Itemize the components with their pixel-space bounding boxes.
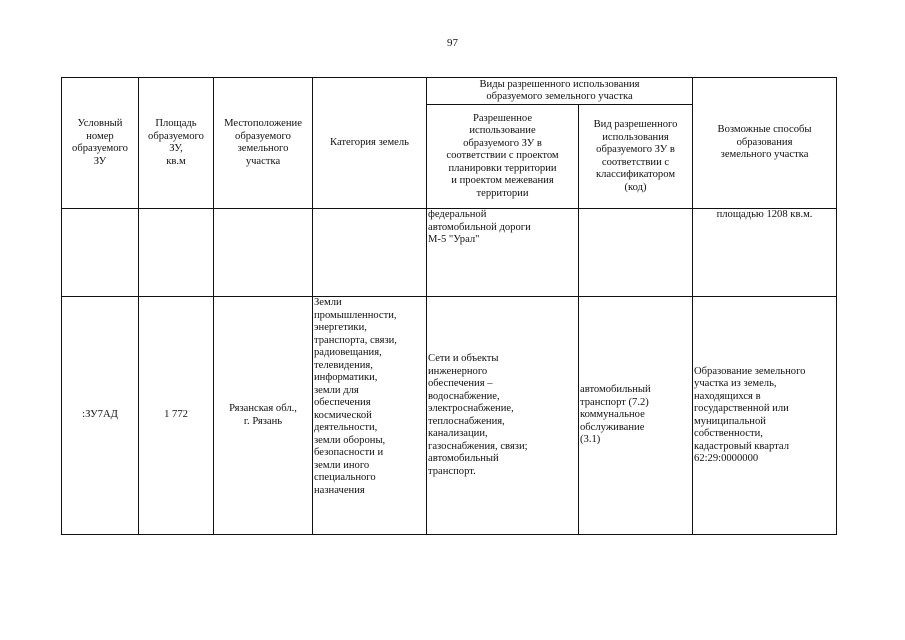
header-area: Площадь образуемого ЗУ, кв.м (139, 78, 214, 209)
land-plot-table (61, 77, 837, 535)
header-land-category: Категория земель (313, 78, 427, 209)
cell-location: Рязанская обл., г. Рязань (214, 297, 313, 535)
table-row (62, 297, 837, 535)
cont-cell-land-category (313, 209, 427, 297)
cell-permitted-use-classifier: автомобильный транспорт (7.2) коммунальное обслуживание (3.1) (579, 297, 693, 535)
header-permitted-use-group: Виды разрешенного использования образуемого земельного участка (427, 78, 693, 105)
header-permitted-use-classifier: Вид разрешенного использования образуемого ЗУ в соответствии с классификатором (код) (579, 105, 693, 209)
cell-permitted-use-project: Сети и объекты инженерного обеспечения – водоснабжение, электроснабжение, теплоснабжения, канализации, газоснабжения, связи; автомобильный транспорт. (427, 297, 579, 535)
cont-cell-permitted-use-project: федеральной автомобильной дороги М-5 "Урал" (427, 209, 579, 297)
header-row-1 (62, 78, 837, 105)
cont-cell-location (214, 209, 313, 297)
cell-land-category: Земли промышленности, энергетики, транспорта, связи, радиовещания, телевидения, информатики, земли для обеспечения космической деятельности, земли обороны, безопасности и земли иного специального назначения (313, 297, 427, 535)
cont-cell-permitted-use-classifier (579, 209, 693, 297)
page-number: 97 (447, 37, 458, 49)
cell-zu-number: :ЗУ7АД (62, 297, 139, 535)
header-permitted-use-project: Разрешенное использование образуемого ЗУ в соответствии с проектом планировки территории и проектом межевания территории (427, 105, 579, 209)
cell-formation-methods: Образование земельного участка из земель, находящихся в государственной или муниципальной собственности, кадастровый квартал 62:29:0000000 (693, 297, 837, 535)
cont-cell-formation-methods: площадью 1208 кв.м. (693, 209, 837, 297)
header-formation-methods: Возможные способы образования земельного участка (693, 78, 837, 209)
cont-cell-area (139, 209, 214, 297)
cont-cell-zu-number (62, 209, 139, 297)
continuation-row (62, 209, 837, 297)
cell-area: 1 772 (139, 297, 214, 535)
header-location: Местоположение образуемого земельного участка (214, 78, 313, 209)
header-zu-number: Условный номер образуемого ЗУ (62, 78, 139, 209)
